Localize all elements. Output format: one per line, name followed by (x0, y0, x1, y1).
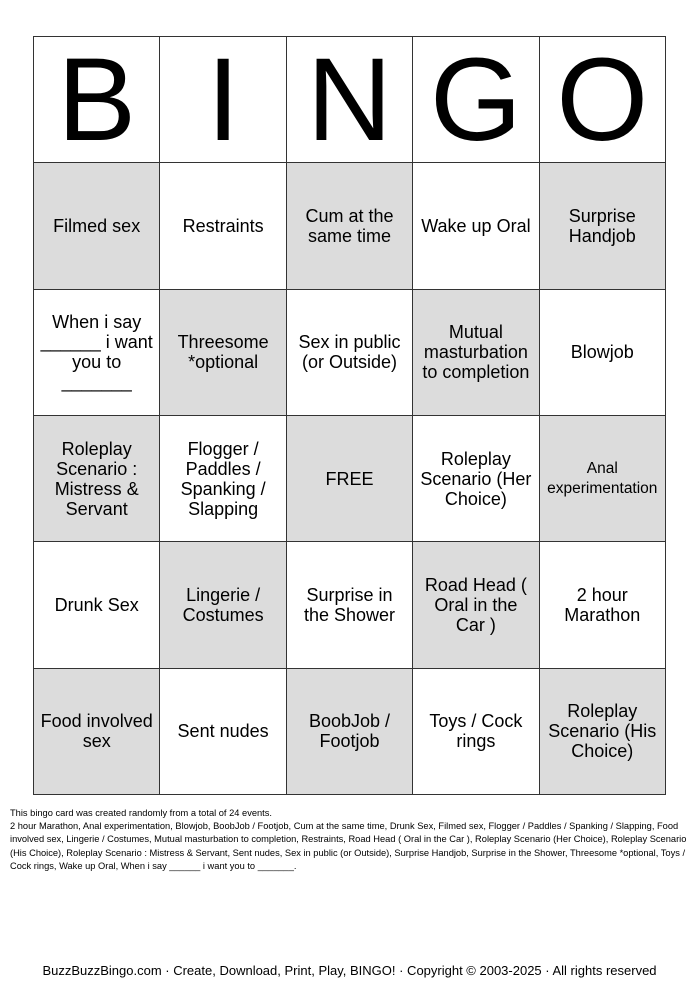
bingo-square-label: Sent nudes (177, 721, 269, 742)
bingo-square (413, 163, 539, 289)
bingo-square-label: When i say ______ i want you to _______ (40, 312, 153, 393)
free-space (287, 416, 413, 542)
bingo-square (160, 163, 286, 289)
bingo-square (413, 542, 539, 668)
bingo-square-label: Cum at the same time (305, 205, 394, 246)
header-letter: I (160, 37, 286, 163)
bingo-square (287, 542, 413, 668)
card-info-events: 2 hour Marathon, Anal experimentation, Blowjob, BoobJob / Footjob, Cum at the same time, Drunk Sex, Filmed sex, Flogger / Paddles / Spanking / Slapping, Food involved sex, Lingerie / Costumes, Mutual masturbation to completion, Restraints, Road Head ( Oral in the Car ), Roleplay Scenario (Her Choice), Roleplay Scenario (His Choice), Roleplay Scenario : Mistress & Servant, Sent nudes, Sex in public (or Outside), Surprise Handjob, Surprise in the Shower, Threesome *optional, Toys / Cock rings, Wake up Oral, When i say ______ i want you to _______. (10, 821, 687, 871)
bingo-square-label: Surprise in the Shower (303, 584, 396, 625)
bingo-square-label: Sex in public (or Outside) (298, 332, 401, 373)
bingo-square (413, 290, 539, 416)
bingo-square-label: Wake up Oral (421, 215, 531, 236)
bingo-square-label: Roleplay Scenario : Mistress & Servant (54, 438, 139, 519)
bingo-square-label: 2 hour Marathon (564, 584, 641, 625)
bingo-square (540, 416, 666, 542)
bingo-square-label: Flogger / Paddles / Spanking / Slapping (180, 438, 266, 519)
bingo-square (34, 542, 160, 668)
bingo-square-label: Roleplay Scenario (His Choice) (548, 701, 657, 762)
bingo-square-label: Threesome *optional (177, 332, 269, 373)
bingo-square-label: Filmed sex (53, 215, 141, 236)
header-letter: O (540, 37, 666, 163)
bingo-square-label: Restraints (182, 215, 264, 236)
header-letter: B (34, 37, 160, 163)
bingo-square-label: FREE (325, 468, 374, 489)
card-info-summary: This bingo card was created randomly from a total of 24 events. (10, 808, 272, 818)
bingo-square-label: Roleplay Scenario (Her Choice) (420, 448, 532, 509)
bingo-square-label: BoobJob / Footjob (308, 711, 391, 752)
bingo-square-label: Toys / Cock rings (429, 711, 523, 752)
bingo-square-label: Road Head ( Oral in the Car ) (424, 574, 527, 635)
bingo-square (34, 416, 160, 542)
site-credit: BuzzBuzzBingo.com · Create, Download, Print, Play, BINGO! · Copyright © 2003-2025 · All rights reserved (42, 963, 657, 978)
bingo-square (540, 290, 666, 416)
bingo-square (34, 669, 160, 795)
card-info (10, 807, 690, 873)
bingo-square (540, 542, 666, 668)
bingo-square (287, 163, 413, 289)
bingo-square (540, 669, 666, 795)
bingo-square-label: Drunk Sex (54, 594, 139, 615)
bingo-square (34, 290, 160, 416)
bingo-square-label: Surprise Handjob (568, 205, 636, 246)
bingo-square (287, 290, 413, 416)
bingo-square-label: Anal experimentation (547, 459, 658, 497)
bingo-square (160, 542, 286, 668)
bingo-square-label: Blowjob (570, 342, 634, 363)
bingo-square (413, 669, 539, 795)
bingo-card (33, 36, 666, 795)
bingo-square-label: Food involved sex (40, 711, 153, 752)
bingo-square (160, 669, 286, 795)
bingo-square (287, 669, 413, 795)
bingo-square (540, 163, 666, 289)
bingo-square-label: Mutual masturbation to completion (422, 322, 530, 383)
bingo-square (160, 416, 286, 542)
bingo-square-label: Lingerie / Costumes (182, 584, 264, 625)
header-letter: G (413, 37, 539, 163)
bingo-square (413, 416, 539, 542)
header-letter: N (287, 37, 413, 163)
bingo-square (34, 163, 160, 289)
bingo-square (160, 290, 286, 416)
